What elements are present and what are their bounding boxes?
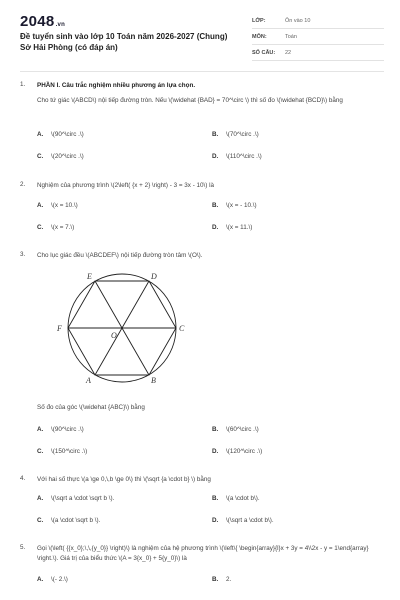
- vertex-label-d: D: [151, 272, 157, 281]
- question-3-prompt: [20, 403, 384, 413]
- option-a[interactable]: A. \(90^\circ .\): [37, 131, 84, 138]
- question-text: Nghiệm của phương trình \(2\left( {x + 2} \right) - 3 = 3x - 10\) là: [37, 182, 215, 189]
- meta-key: SỐ CÂU:: [252, 49, 276, 56]
- vertex-label-f: F: [57, 324, 62, 333]
- meta-value: Toán: [285, 33, 297, 40]
- vertex-label-c: C: [179, 324, 185, 333]
- question-4: [20, 475, 384, 485]
- option-b[interactable]: B. \(a \cdot b\).: [212, 495, 260, 502]
- option-c[interactable]: C. \(20^\circ .\): [37, 153, 84, 160]
- document-title: Đề tuyển sinh vào lớp 10 Toán năm 2026-2027 (Chung) Sở Hải Phòng (có đáp án): [20, 32, 228, 52]
- question-subtext: Số đo của góc \(\widehat {ABC}\) bằng: [37, 404, 145, 411]
- option-a[interactable]: A. \(\sqrt a \cdot \sqrt b \).: [37, 495, 115, 502]
- header-divider: [20, 71, 384, 72]
- meta-table: [252, 13, 384, 61]
- question-text: Với hai số thực \(a \ge 0,\,b \ge 0\) thì \(\sqrt {a \cdot b} \) bằng: [37, 476, 211, 483]
- option-c[interactable]: C. \(x = 7.\): [37, 224, 75, 231]
- vertex-label-e: E: [87, 272, 92, 281]
- meta-row-class: [252, 13, 384, 29]
- question-2: [20, 181, 384, 191]
- regular-hexagon-figure: [52, 271, 192, 393]
- document-header: [0, 0, 400, 68]
- option-c[interactable]: C. \(a \cdot \sqrt b \).: [37, 517, 101, 524]
- option-a[interactable]: A. \(90^\circ .\): [37, 426, 84, 433]
- option-a[interactable]: A. \(x = 10.\): [37, 202, 78, 209]
- question-text: Cho tứ giác \(ABCD\) nội tiếp đường tròn. Nếu \(\widehat {BAD} = 70^\circ \) thì số đo \(\widehat {BCD}\) bằng: [37, 97, 343, 104]
- question-text: Gọi \(\left( {{x_0};\,\,{y_0}} \right)\) là nghiệm của hệ phương trình \(\left\{ \begin{array}{l}x + 3y = 4\\2x - y = 1\end{array} \right.\). Giá trị của biểu thức \(A = 3{x_0} + 5{y_0}\) là: [37, 545, 369, 562]
- option-d[interactable]: D. \(120^\circ .\): [212, 448, 263, 455]
- vertex-label-a: A: [86, 376, 91, 385]
- question-number: 4.: [20, 475, 26, 482]
- option-d[interactable]: D. \(\sqrt a \cdot b\).: [212, 517, 274, 524]
- question-3: [20, 251, 384, 261]
- question-1: [20, 81, 384, 106]
- option-d[interactable]: D. \(110^\circ .\): [212, 153, 262, 160]
- meta-key: LỚP:: [252, 17, 266, 24]
- meta-key: MÔN:: [252, 33, 267, 40]
- question-5: [20, 544, 384, 564]
- meta-value: Ôn vào 10: [285, 17, 311, 24]
- option-b[interactable]: B. \(x = - 10.\): [212, 202, 257, 209]
- question-number: 1.: [20, 81, 26, 88]
- option-a[interactable]: A. \(- 2.\): [37, 576, 68, 583]
- meta-row-subject: [252, 29, 384, 45]
- section-title: PHẦN I. Câu trắc nghiệm nhiều phương án lựa chọn.: [37, 82, 196, 89]
- option-b[interactable]: B. \(70^\circ .\): [212, 131, 259, 138]
- meta-row-count: [252, 45, 384, 61]
- option-b[interactable]: B. \(60^\circ .\): [212, 426, 259, 433]
- site-logo[interactable]: 2048.vn: [20, 13, 66, 30]
- center-label-o: O: [111, 331, 117, 340]
- option-c[interactable]: C. \(150^\circ .\): [37, 448, 88, 455]
- question-number: 3.: [20, 251, 26, 258]
- option-b[interactable]: B. 2.: [212, 576, 232, 583]
- question-text: Cho lục giác đều \(ABCDEF\) nội tiếp đường tròn tâm \(O\).: [37, 252, 203, 259]
- question-number: 2.: [20, 181, 26, 188]
- meta-value: 22: [285, 49, 292, 56]
- vertex-label-b: B: [151, 376, 156, 385]
- option-d[interactable]: D. \(x = 11.\): [212, 224, 253, 231]
- question-number: 5.: [20, 544, 26, 551]
